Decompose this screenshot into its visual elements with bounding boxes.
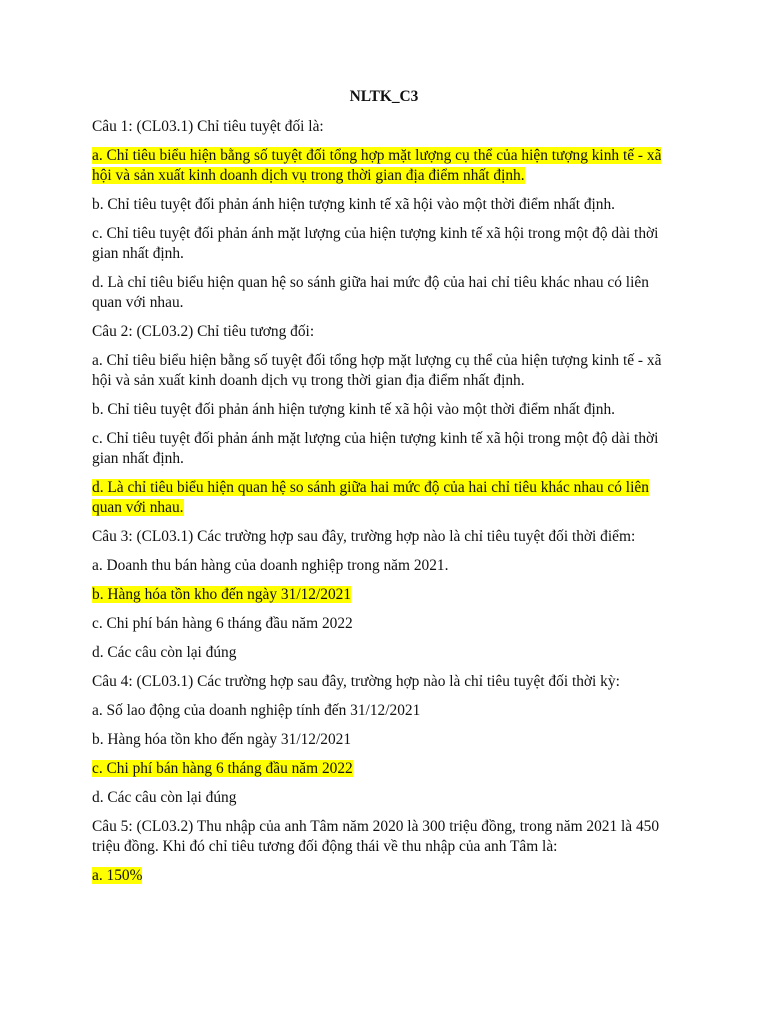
highlighted-text: a. 150% (92, 867, 143, 884)
answer-option (92, 614, 676, 634)
paragraph-text: b. Hàng hóa tồn kho đến ngày 31/12/2021 (92, 731, 352, 748)
paragraph-text: c. Chi phí bán hàng 6 tháng đầu năm 2022 (92, 615, 353, 632)
question-paragraph (92, 322, 676, 342)
question-paragraph (92, 817, 676, 857)
document-body (92, 117, 676, 886)
answer-option (92, 224, 676, 264)
paragraph-text: a. Chỉ tiêu biểu hiện bằng số tuyệt đối tổng hợp mặt lượng cụ thể của hiện tượng kinh tế - xã hội và sản xuất kinh doanh dịch vụ trong thời gian địa điểm nhất định. (92, 352, 662, 389)
answer-option (92, 759, 676, 779)
answer-option (92, 585, 676, 605)
highlighted-text: c. Chi phí bán hàng 6 tháng đầu năm 2022 (92, 760, 353, 777)
paragraph-text: Câu 4: (CL03.1) Các trường hợp sau đây, trường hợp nào là chỉ tiêu tuyệt đối thời kỳ: (92, 673, 620, 690)
answer-option (92, 701, 676, 721)
highlighted-text: a. Chỉ tiêu biểu hiện bằng số tuyệt đối tổng hợp mặt lượng cụ thể của hiện tượng kinh tế - xã hội và sản xuất kinh doanh dịch vụ trong thời gian địa điểm nhất định. (92, 147, 662, 184)
paragraph-text: b. Chỉ tiêu tuyệt đối phản ánh hiện tượng kinh tế xã hội vào một thời điểm nhất định. (92, 196, 616, 213)
paragraph-text: Câu 3: (CL03.1) Các trường hợp sau đây, trường hợp nào là chỉ tiêu tuyệt đối thời điểm: (92, 528, 636, 545)
question-paragraph (92, 527, 676, 547)
paragraph-text: c. Chỉ tiêu tuyệt đối phản ánh mặt lượng của hiện tượng kinh tế xã hội trong một độ dài thời gian nhất định. (92, 430, 659, 467)
answer-option (92, 273, 676, 313)
answer-option (92, 643, 676, 663)
paragraph-text: Câu 2: (CL03.2) Chỉ tiêu tương đối: (92, 323, 315, 340)
paragraph-text: d. Là chỉ tiêu biểu hiện quan hệ so sánh giữa hai mức độ của hai chỉ tiêu khác nhau có liên quan với nhau. (92, 274, 649, 311)
answer-option (92, 556, 676, 576)
answer-option (92, 866, 676, 886)
answer-option (92, 351, 676, 391)
paragraph-text: b. Chỉ tiêu tuyệt đối phản ánh hiện tượng kinh tế xã hội vào một thời điểm nhất định. (92, 401, 616, 418)
document-page (92, 86, 676, 895)
paragraph-text: Câu 5: (CL03.2) Thu nhập của anh Tâm năm 2020 là 300 triệu đồng, trong năm 2021 là 450 triệu đồng. Khi đó chỉ tiêu tương đối động thái về thu nhập của anh Tâm là: (92, 818, 660, 855)
paragraph-text: a. Doanh thu bán hàng của doanh nghiệp trong năm 2021. (92, 557, 449, 574)
answer-option (92, 478, 676, 518)
document-title: NLTK_C3 (349, 88, 419, 105)
answer-option (92, 146, 676, 186)
paragraph-text: d. Các câu còn lại đúng (92, 644, 237, 661)
paragraph-text: c. Chỉ tiêu tuyệt đối phản ánh mặt lượng của hiện tượng kinh tế xã hội trong một độ dài thời gian nhất định. (92, 225, 659, 262)
answer-option (92, 400, 676, 420)
paragraph-text: d. Các câu còn lại đúng (92, 789, 237, 806)
paragraph-text: a. Số lao động của doanh nghiệp tính đến 31/12/2021 (92, 702, 421, 719)
paragraph-text: Câu 1: (CL03.1) Chỉ tiêu tuyệt đối là: (92, 118, 324, 135)
question-paragraph (92, 672, 676, 692)
highlighted-text: b. Hàng hóa tồn kho đến ngày 31/12/2021 (92, 586, 352, 603)
answer-option (92, 730, 676, 750)
answer-option (92, 195, 676, 215)
answer-option (92, 788, 676, 808)
question-paragraph (92, 117, 676, 137)
highlighted-text: d. Là chỉ tiêu biểu hiện quan hệ so sánh giữa hai mức độ của hai chỉ tiêu khác nhau có liên quan với nhau. (92, 479, 649, 516)
answer-option (92, 429, 676, 469)
